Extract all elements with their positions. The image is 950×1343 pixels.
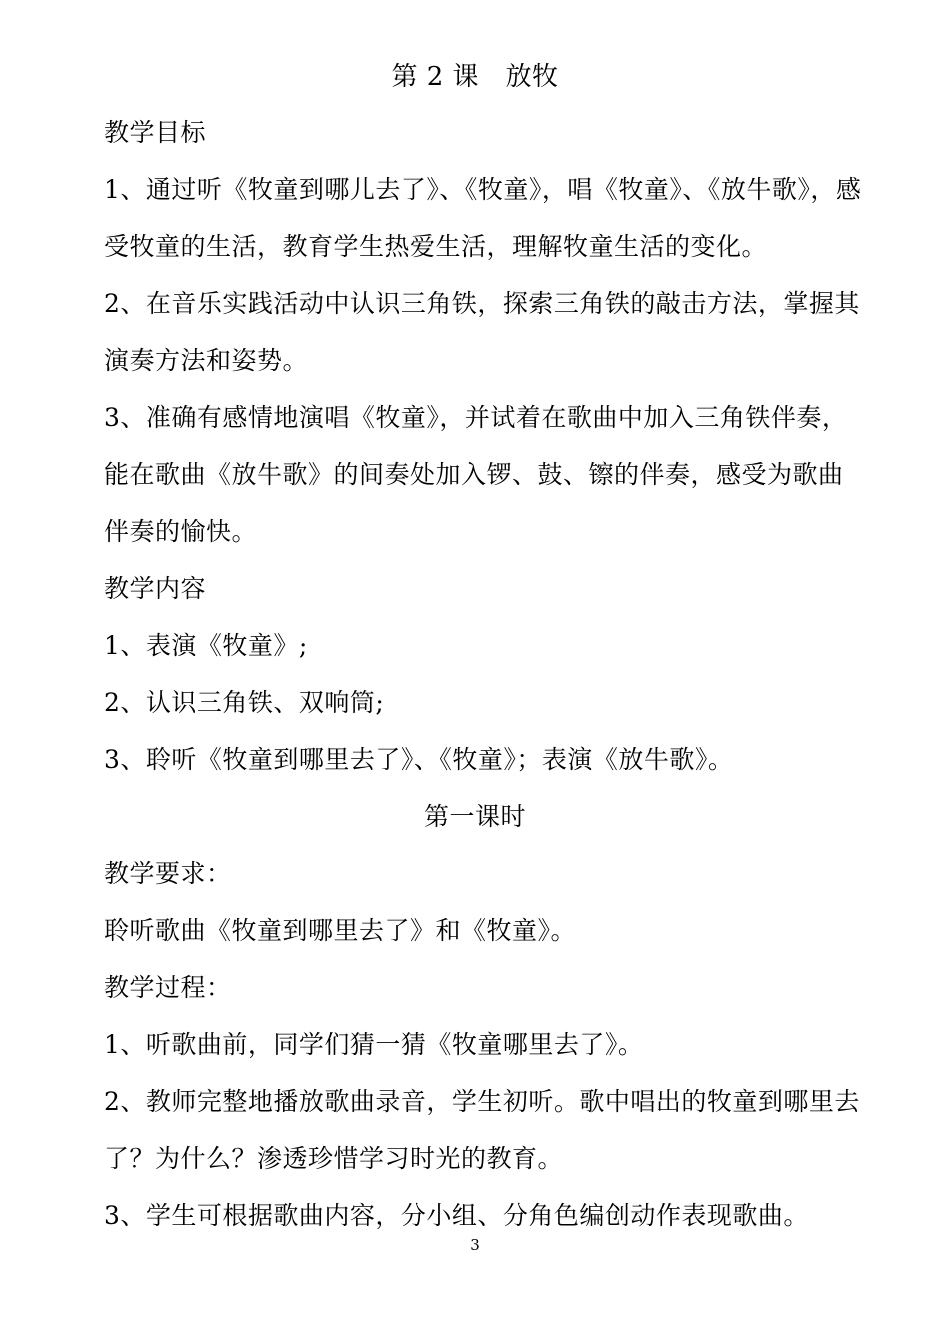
content-item-2: 2、认识三角铁、双响筒; <box>104 688 385 717</box>
content-item-3: 3、聆听《牧童到哪里去了》、《牧童》；表演《放牛歌》。 <box>104 745 734 774</box>
lesson-period-heading: 第一课时 <box>423 802 526 831</box>
content-item-1: 1、表演《牧童》; <box>104 631 308 660</box>
section-heading-objectives: 教学目标 <box>104 118 207 147</box>
section-heading-requirements: 教学要求： <box>104 859 232 888</box>
objective-2-line-2: 演奏方法和姿势。 <box>104 346 309 375</box>
objective-3-line-1: 3、准确有感情地演唱《牧童》，并试着在歌曲中加入三角铁伴奏， <box>104 403 848 432</box>
objective-1-line-1: 1、通过听《牧童到哪儿去了》、《牧童》，唱《牧童》、《放牛歌》，感 <box>104 175 862 204</box>
process-step-1: 1、听歌曲前，同学们猜一猜《牧童哪里去了》。 <box>104 1030 644 1059</box>
objective-3-line-3: 伴奏的愉快。 <box>104 517 258 546</box>
objective-3-line-2: 能在歌曲《放牛歌》的间奏处加入锣、鼓、镲的伴奏，感受为歌曲 <box>104 460 844 489</box>
objective-2-line-1: 2、在音乐实践活动中认识三角铁，探索三角铁的敲击方法，掌握其 <box>104 289 860 318</box>
section-heading-process: 教学过程： <box>104 973 232 1002</box>
objective-1-line-2: 受牧童的生活，教育学生热爱生活，理解牧童生活的变化。 <box>104 232 768 261</box>
process-step-2-line-2: 了？为什么？渗透珍惜学习时光的教育。 <box>104 1144 564 1173</box>
lesson-title: 第 2 课 放牧 <box>391 62 559 92</box>
section-heading-content: 教学内容 <box>104 574 207 603</box>
process-step-3: 3、学生可根据歌曲内容，分小组、分角色编创动作表现歌曲。 <box>104 1201 809 1230</box>
process-step-2-line-1: 2、教师完整地播放歌曲录音，学生初听。歌中唱出的牧童到哪里去 <box>104 1087 860 1116</box>
requirement-text: 聆听歌曲《牧童到哪里去了》和《牧童》。 <box>104 916 577 945</box>
page-number: 3 <box>470 1236 480 1254</box>
